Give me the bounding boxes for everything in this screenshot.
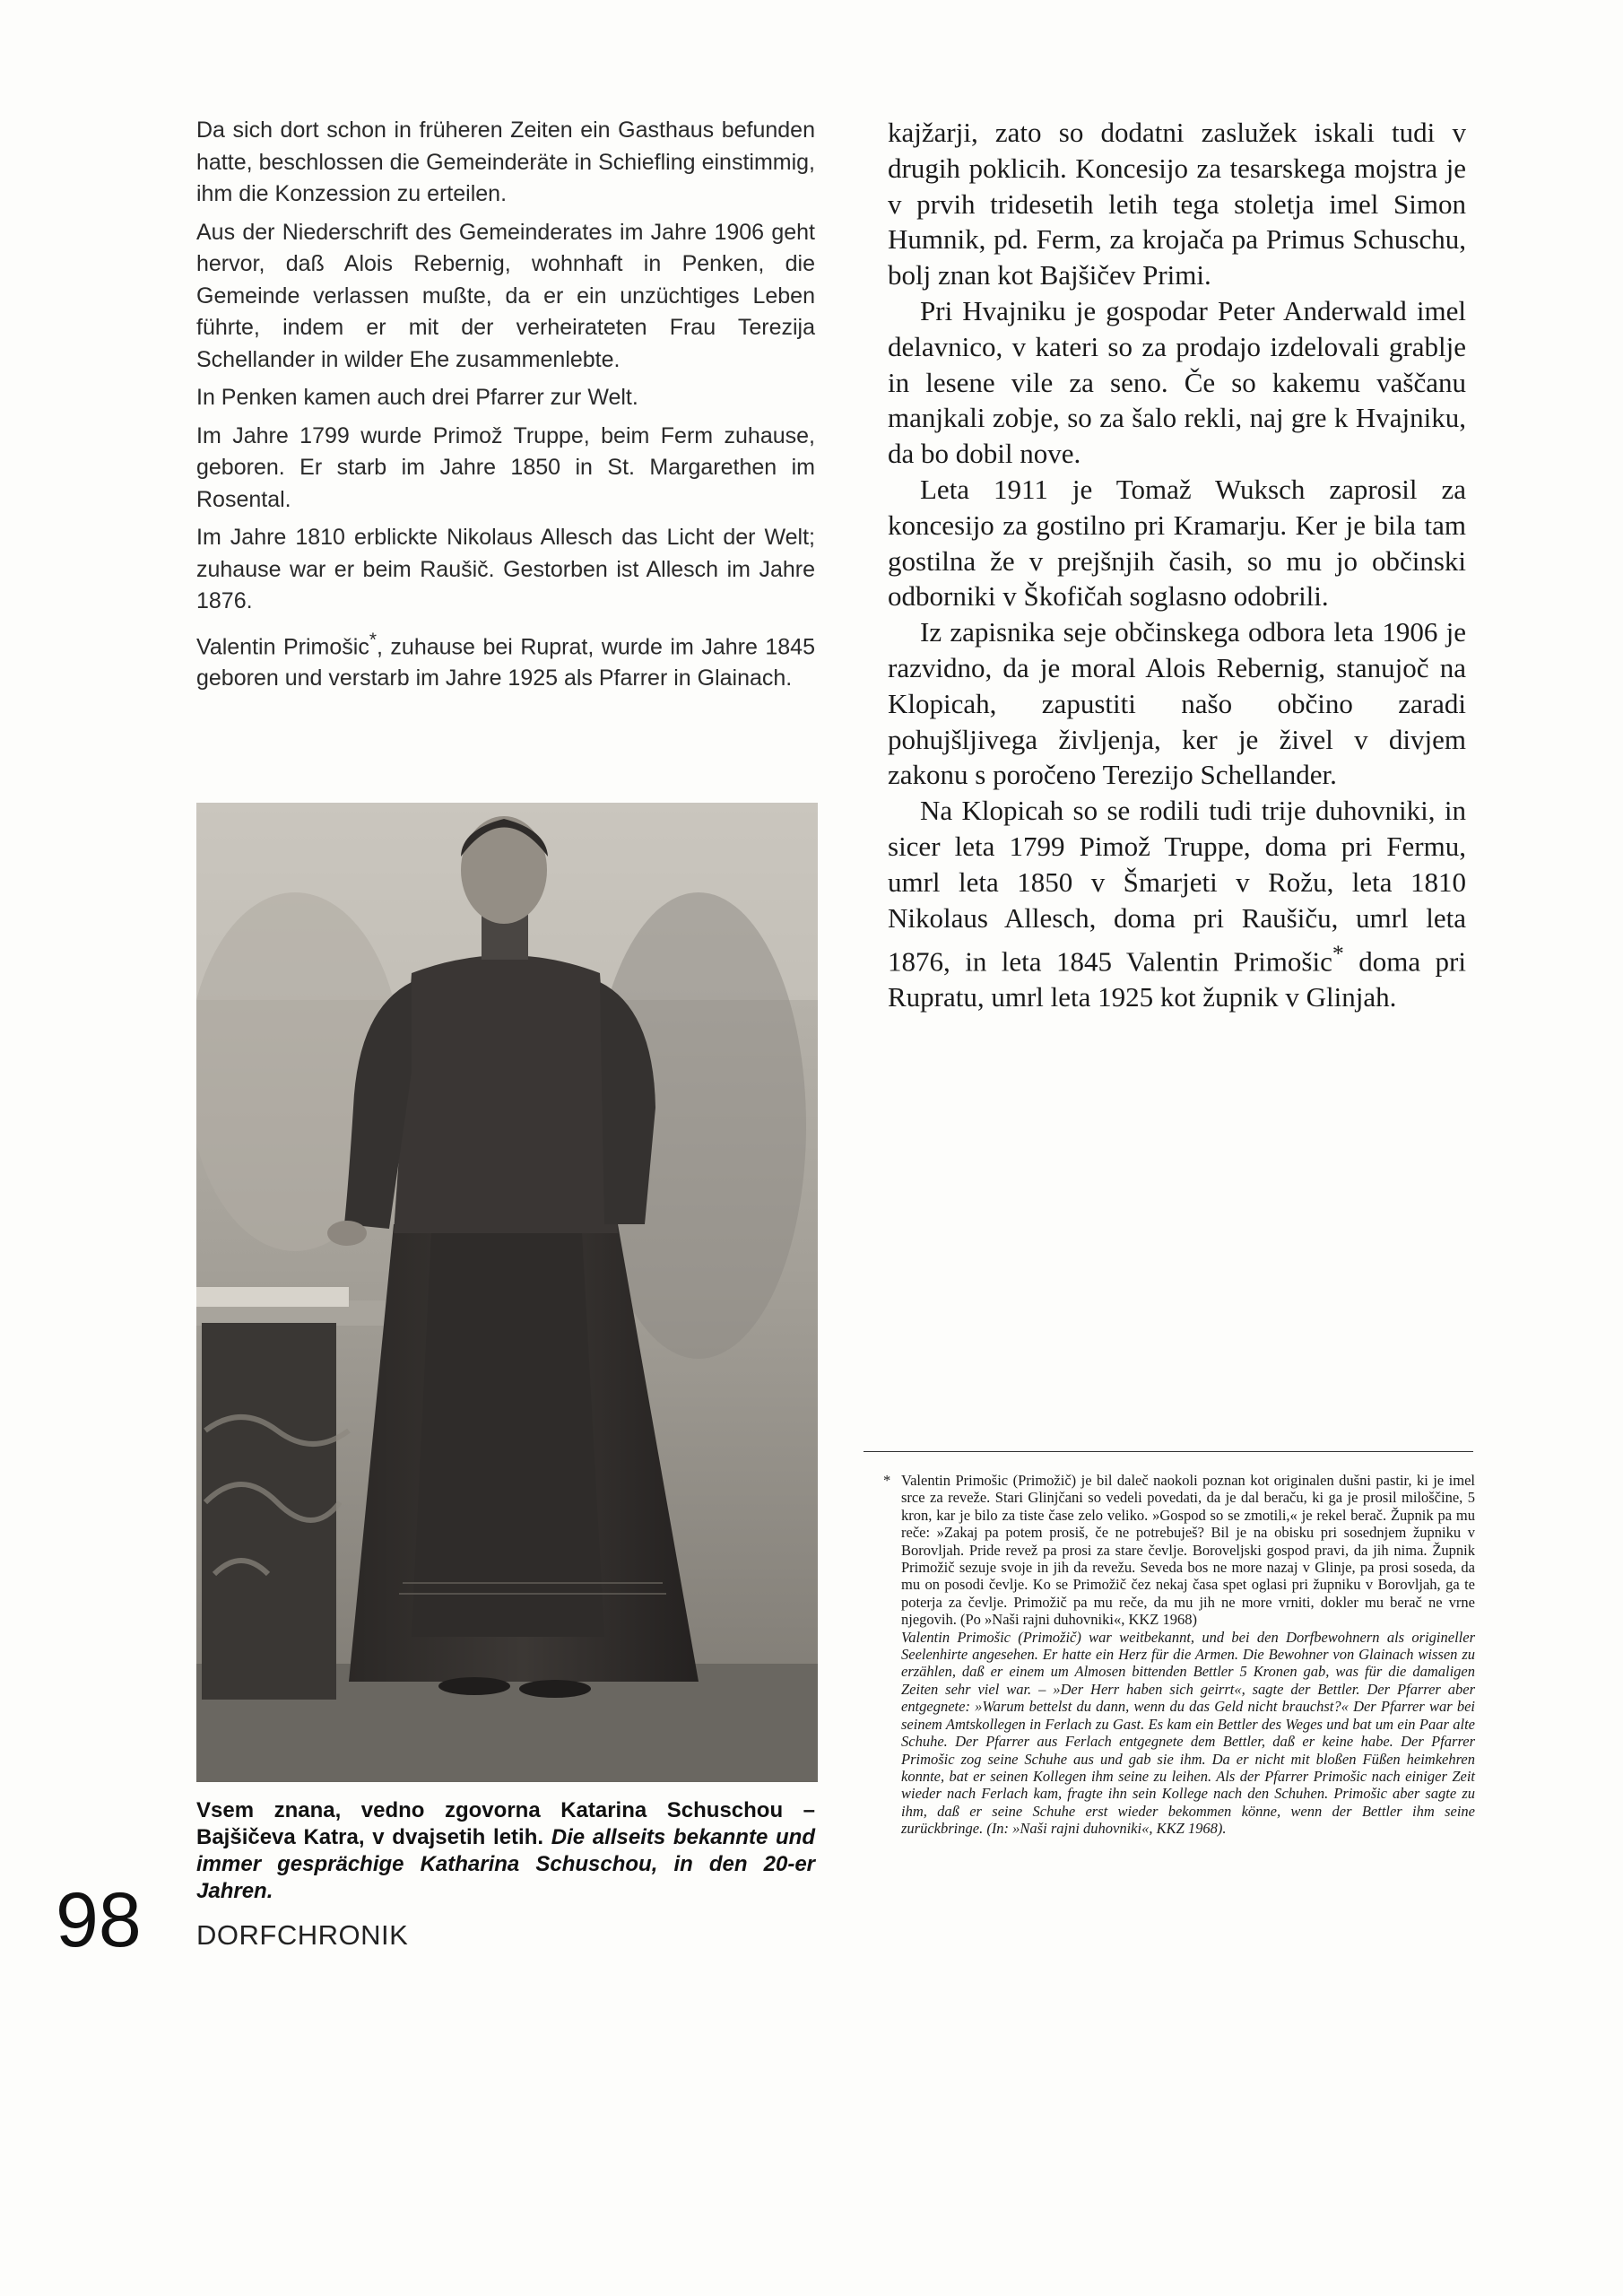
left-column-german xyxy=(196,115,815,701)
footnote-slovene: Valentin Primošic (Primožič) je bil daleč naokoli poznan kot originalen dušni pastir, ki je imel srce za reveže. Stari Glinjčani so vedeli povedati, da je dal beraču, ki ga je prosil miloščine, 5 kron, kar je bilo za tiste čase zelo veliko. »Gospod so se zmotili,« je rekel berač. Župnik pa mu reče: »Zakaj pa potem prosiš, če ne potrebuješ? Bil je na obisku pri sosednjem župniku v Borovljah. Pride revež pa prosi za stare čevlje. Boroveljski gospod pravi, da jih nima. Župnik Primožič sezuje svoje in jih da revežu. Seveda bos ne more nazaj v Glinje, pa prosi soseda, da mu on posodi čevlje. Ko se Primožič čez nekaj časa spet oglasi pri župniku v Borovljah, ga te poterja za čevlje. Primožič pa mu reče, da mu jih ne more vrniti, dokler mu berač ne vrne njegovih. (Po »Naši rajni duhovniki«, KKZ 1968) xyxy=(901,1472,1475,1629)
paragraph: Iz zapisnika seje občinskega odbora leta 1906 je razvidno, da je moral Alois Rebernig, stanujoč na Klopicah, zapustiti našo občino zaradi pohujšljivega življenja, ker je živel v divjem zakonu s poročeno Terezijo Schellander. xyxy=(888,616,1466,791)
paragraph: Leta 1911 je Tomaž Wuksch zaprosil za koncesijo za gostilno pri Kramarju. Ker je bila tam gostilna že v prejšnjih časih, so mu jo občinski odborniki v Škofičah soglasno odobrili. xyxy=(888,473,1466,613)
text-run: , zuhause bei Ruprat, wurde im Jahre 1845 geboren und verstarb im Jahre 1925 als Pfarrer in Glainach. xyxy=(196,633,815,691)
caption-german: Die allseits bekannte und immer gesprächige Katharina Schuschou, in den 20-er Jahren. xyxy=(196,1825,815,1903)
footnote-reference: * xyxy=(1332,940,1344,967)
right-column-slovene xyxy=(888,115,1466,1015)
caption-slovene: Vsem znana, vedno zgovorna Katarina Schuschou – Bajšičeva Katra, v dvajsetih letih. xyxy=(196,1798,815,1849)
text-run: Na Klopicah so se rodili tudi trije duhovniki, in sicer leta 1799 Pimož Truppe, doma pri Fermu, umrl leta 1850 v Šmarjeti v Rožu, leta 1810 Nikolaus Allesch, doma pri Raušiču, umrl leta 1876, in leta 1845 Valentin Primošic xyxy=(888,795,1466,978)
footnote xyxy=(901,1472,1475,1838)
footnote-reference: * xyxy=(369,629,377,650)
paragraph: Da sich dort schon in früheren Zeiten ein Gasthaus befunden hatte, beschlossen die Gemeinderäte in Schiefling einstimmig, ihm die Konzession zu erteilen. xyxy=(196,117,815,206)
running-head: DORFCHRONIK xyxy=(196,1919,409,1951)
footnote-german: Valentin Primošic (Primožič) war weitbekannt, und bei den Dorfbewohnern als origineller Seelenhirte angesehen. Er hatte ein Herz für die Armen. Die Bewohner von Glainach wissen zu erzählen, daß er einem um Almosen bittenden Bettler 5 Kronen gab, was für die damaligen Zeiten sehr viel war. – »Der Herr haben sich geirrt«, sagte der Bettler. Der Pfarrer aber entgegnete: »Warum bettelst du dann, wenn du das Geld nicht brauchst?« Der Pfarrer war bei seinem Amtskollegen in Ferlach zu Gast. Es kam ein Bettler des Weges und bat um ein Paar alte Schuhe. Der Pfarrer aus Ferlach entgegnete dem Bettler, daß er keine habe. Der Pfarrer Primošic zog seine Schuhe aus und gab sie ihm. Da er nicht mit bloßen Füßen heimkehren konnte, bat er seinen Kollegen ihm seine zu leihen. Als der Pfarrer Primošic nach einiger Zeit wieder nach Ferlach kam, fragte ihn sein Kollege nach den Schuhen. Primošic aber sagte zu ihm, daß er seine Schuhe erst wieder bekommen könne, wenn der Bettler ihm seine zurückbringe. (In: »Naši rajni duhovniki«, KKZ 1968). xyxy=(901,1628,1475,1838)
portrait-photo xyxy=(196,803,818,1782)
photo-caption xyxy=(196,1797,815,1905)
text-run: Valentin Primošic xyxy=(196,633,369,659)
paragraph: Aus der Niederschrift des Gemeinderates im Jahre 1906 geht hervor, daß Alois Rebernig, wohnhaft in Penken, die Gemeinde verlassen mußte, da er ein unzüchtiges Leben führte, indem er mit der verheirateten Frau Terezija Schellander in wilder Ehe zusammenlebte. xyxy=(196,219,815,372)
page-number: 98 xyxy=(56,1877,142,1963)
paragraph: Pri Hvajniku je gospodar Peter Anderwald imel delavnico, v kateri so za prodajo izdelovali grablje in lesene vile za seno. Če so kakemu vaščanu manjkali zobje, so za šalo rekli, naj gre k Hvajniku, da bo dobil nove. xyxy=(888,294,1466,470)
paragraph xyxy=(888,793,1466,1015)
footnote-mark: * xyxy=(883,1472,891,1489)
footnote-divider xyxy=(864,1451,1473,1452)
paragraph: Im Jahre 1799 wurde Primož Truppe, beim Ferm zuhause, geboren. Er starb im Jahre 1850 in St. Margarethen im Rosental. xyxy=(196,422,815,512)
paragraph: Im Jahre 1810 erblickte Nikolaus Allesch das Licht der Welt; zuhause war er beim Raušič. Gestorben ist Allesch im Jahre 1876. xyxy=(196,525,815,613)
paragraph xyxy=(196,624,815,695)
paragraph: In Penken kamen auch drei Pfarrer zur Welt. xyxy=(196,385,638,410)
paragraph: kajžarji, zato so dodatni zaslužek iskali tudi v drugih poklicih. Koncesijo za tesarskega mojstra je v prvih tridesetih letih tega stoletja imel Simon Humnik, pd. Ferm, za krojača pa Primus Schuschu, bolj znan kot Bajšičev Primi. xyxy=(888,117,1466,291)
portrait-illustration xyxy=(196,803,818,1782)
text-run: doma pri Rupratu, umrl leta 1925 kot župnik v Glinjah. xyxy=(888,945,1466,1013)
